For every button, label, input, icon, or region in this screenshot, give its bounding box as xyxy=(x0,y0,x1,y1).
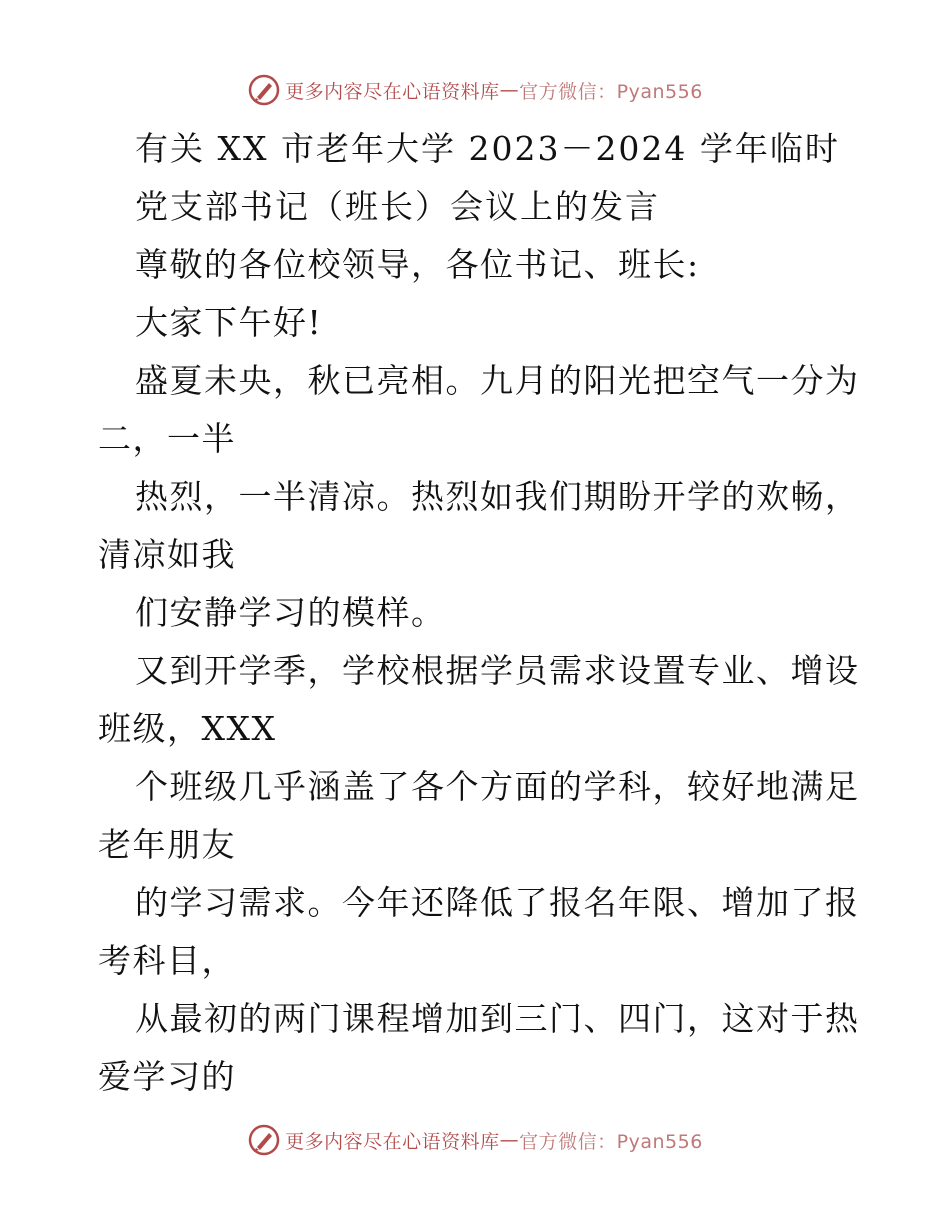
greeting: 大家下午好! xyxy=(135,303,323,342)
body-line: 二，一半 xyxy=(98,419,236,458)
body-line: 的学习需求。今年还降低了报名年限、增加了报 xyxy=(135,883,860,922)
body-line: 班级，XXX xyxy=(98,709,277,748)
salutation: 尊敬的各位校领导，各位书记、班长: xyxy=(135,245,700,284)
title-line-2: 党支部书记（班长）会议上的发言 xyxy=(135,187,660,226)
pen-logo-icon xyxy=(247,73,281,107)
body-line: 又到开学季，学校根据学员需求设置专业、增设 xyxy=(135,651,860,690)
watermark-wechat: 官方微信：Pyan556 xyxy=(519,80,703,103)
body-line: 个班级几乎涵盖了各个方面的学科，较好地满足 xyxy=(135,767,860,806)
body-line: 们安静学习的模样。 xyxy=(135,593,446,632)
watermark-dash: — xyxy=(499,79,520,101)
body-line: 清凉如我 xyxy=(98,535,236,574)
header-watermark xyxy=(0,70,950,110)
body-line: 盛夏未央，秋已亮相。九月的阳光把空气一分为 xyxy=(135,361,860,400)
body-line: 考科目， xyxy=(98,941,236,980)
body-line: 从最初的两门课程增加到三门、四门，这对于热 xyxy=(135,999,860,1038)
watermark-text: 更多内容尽在心语资料库 xyxy=(285,80,500,103)
pen-logo-icon xyxy=(247,1123,281,1157)
watermark-dash: — xyxy=(499,1129,520,1151)
footer-watermark xyxy=(0,1120,950,1160)
watermark-text: 更多内容尽在心语资料库 xyxy=(285,1130,500,1153)
title-line-1: 有关 XX 市老年大学 2023－2024 学年临时 xyxy=(135,129,840,168)
watermark-wechat: 官方微信：Pyan556 xyxy=(519,1130,703,1153)
body-line: 老年朋友 xyxy=(98,825,236,864)
body-line: 爱学习的 xyxy=(98,1057,236,1096)
body-line: 热烈，一半清凉。热烈如我们期盼开学的欢畅， xyxy=(135,477,860,516)
